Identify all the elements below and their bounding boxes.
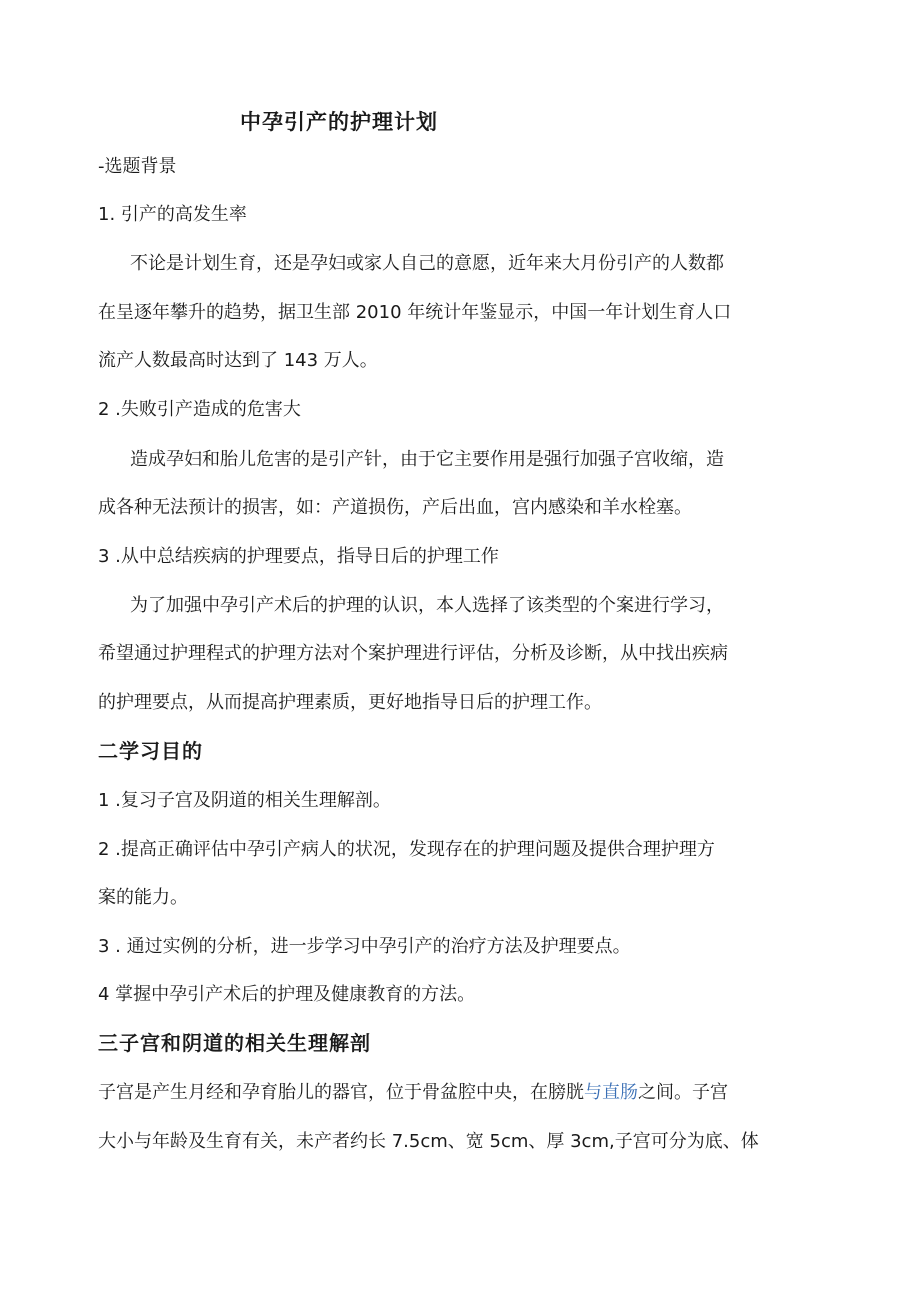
paragraph-line: 为了加强中孕引产术后的护理的认识，本人选择了该类型的个案进行学习， [130,595,724,616]
page-title: 中孕引产的护理计划 [240,110,438,134]
paragraph-text: 子宫是产生月经和孕育胎儿的器官，位于骨盆腔中央，在膀胱 [98,1082,584,1103]
list-item: 3 . 通过实例的分析，进一步学习中孕引产的治疗方法及护理要点。 [98,936,631,957]
paragraph-line: 的护理要点，从而提高护理素质，更好地指导日后的护理工作。 [98,692,602,713]
list-item: 2 .提高正确评估中孕引产病人的状况，发现存在的护理问题及提供合理护理方 [98,839,715,860]
paragraph-line: 在呈逐年攀升的趋势，据卫生部 2010 年统计年鉴显示，中国一年计划生育人口 [98,302,732,323]
paragraph-line: 不论是计划生育，还是孕妇或家人自己的意愿，近年来大月份引产的人数都 [130,253,724,274]
paragraph-line: 希望通过护理程式的护理方法对个案护理进行评估，分析及诊断，从中找出疾病 [98,643,728,664]
subheading-failure-harm: 2 .失败引产造成的危害大 [98,399,301,420]
list-item-continuation: 案的能力。 [98,887,188,908]
section-heading-anatomy: 三子宫和阴道的相关生理解剖 [98,1031,371,1055]
paragraph-line: 成各种无法预计的损害，如：产道损伤，产后出血，宫内感染和羊水栓塞。 [98,497,692,518]
rectum-link[interactable]: 与直肠 [584,1082,638,1103]
paragraph-text: 之间。子宫 [638,1082,728,1103]
paragraph-line: 流产人数最高时达到了 143 万人。 [98,350,378,371]
paragraph-line: 大小与年龄及生育有关，未产者约长 7.5cm、宽 5cm、厚 3cm,子宫可分为底、体 [98,1131,759,1152]
section-heading-background: -选题背景 [98,156,177,177]
list-item: 4 掌握中孕引产术后的护理及健康教育的方法。 [98,984,476,1005]
section-heading-objectives: 二学习目的 [98,739,203,763]
paragraph-line: 造成孕妇和胎儿危害的是引产针，由于它主要作用是强行加强子宫收缩，造 [130,449,724,470]
subheading-high-incidence: 1. 引产的高发生率 [98,204,247,225]
paragraph-line [98,1081,728,1105]
list-item: 1 .复习子宫及阴道的相关生理解剖。 [98,790,391,811]
subheading-summary: 3 .从中总结疾病的护理要点，指导日后的护理工作 [98,546,499,567]
